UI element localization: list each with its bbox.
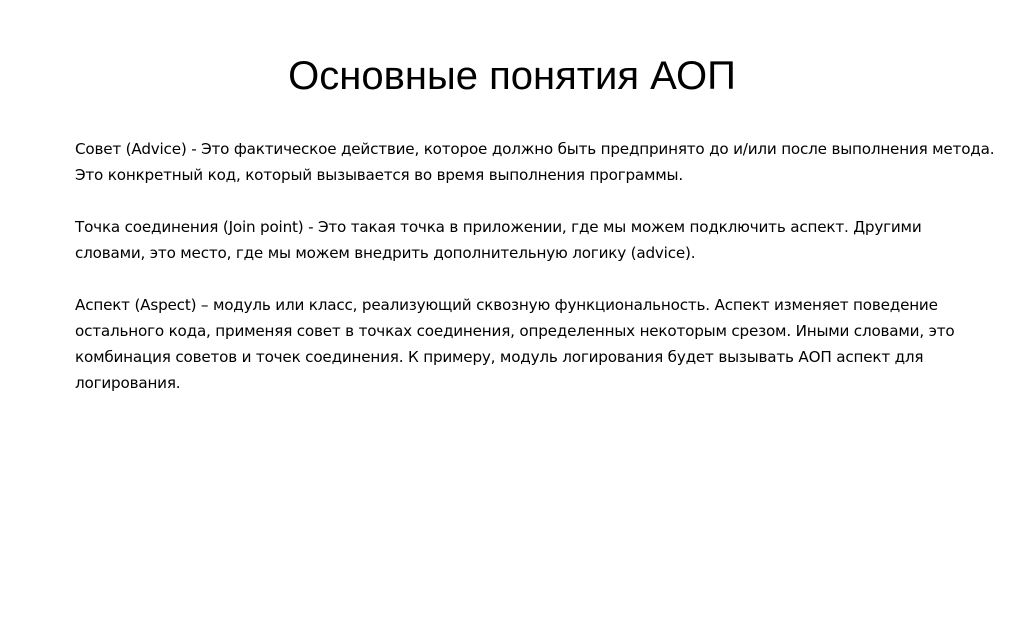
paragraph-aspect	[75, 292, 1020, 396]
paragraph-advice	[75, 136, 1020, 188]
text-line: комбинация советов и точек соединения. К примеру, модуль логирования будет вызывать АОП аспект для	[75, 348, 924, 366]
text-line: Точка соединения (Join point) - Это такая точка в приложении, где мы можем подключить аспект. Другими	[75, 218, 922, 236]
text-line: словами, это место, где мы можем внедрить дополнительную логику (advice).	[75, 244, 696, 262]
text-line: Аспект (Aspect) – модуль или класс, реализующий сквозную функциональность. Аспект изменяет поведение	[75, 296, 938, 314]
text-line: остального кода, применяя совет в точках соединения, определенных некоторым срезом. Иными словами, это	[75, 322, 955, 340]
slide-body	[75, 136, 1020, 422]
paragraph-join-point	[75, 214, 1020, 266]
text-line: Это конкретный код, который вызывается во время выполнения программы.	[75, 166, 683, 184]
slide-title: Основные понятия АОП	[288, 54, 736, 98]
text-line: логирования.	[75, 374, 181, 392]
text-line: Совет (Advice) - Это фактическое действие, которое должно быть предпринято до и/или после выполнения метода.	[75, 140, 995, 158]
